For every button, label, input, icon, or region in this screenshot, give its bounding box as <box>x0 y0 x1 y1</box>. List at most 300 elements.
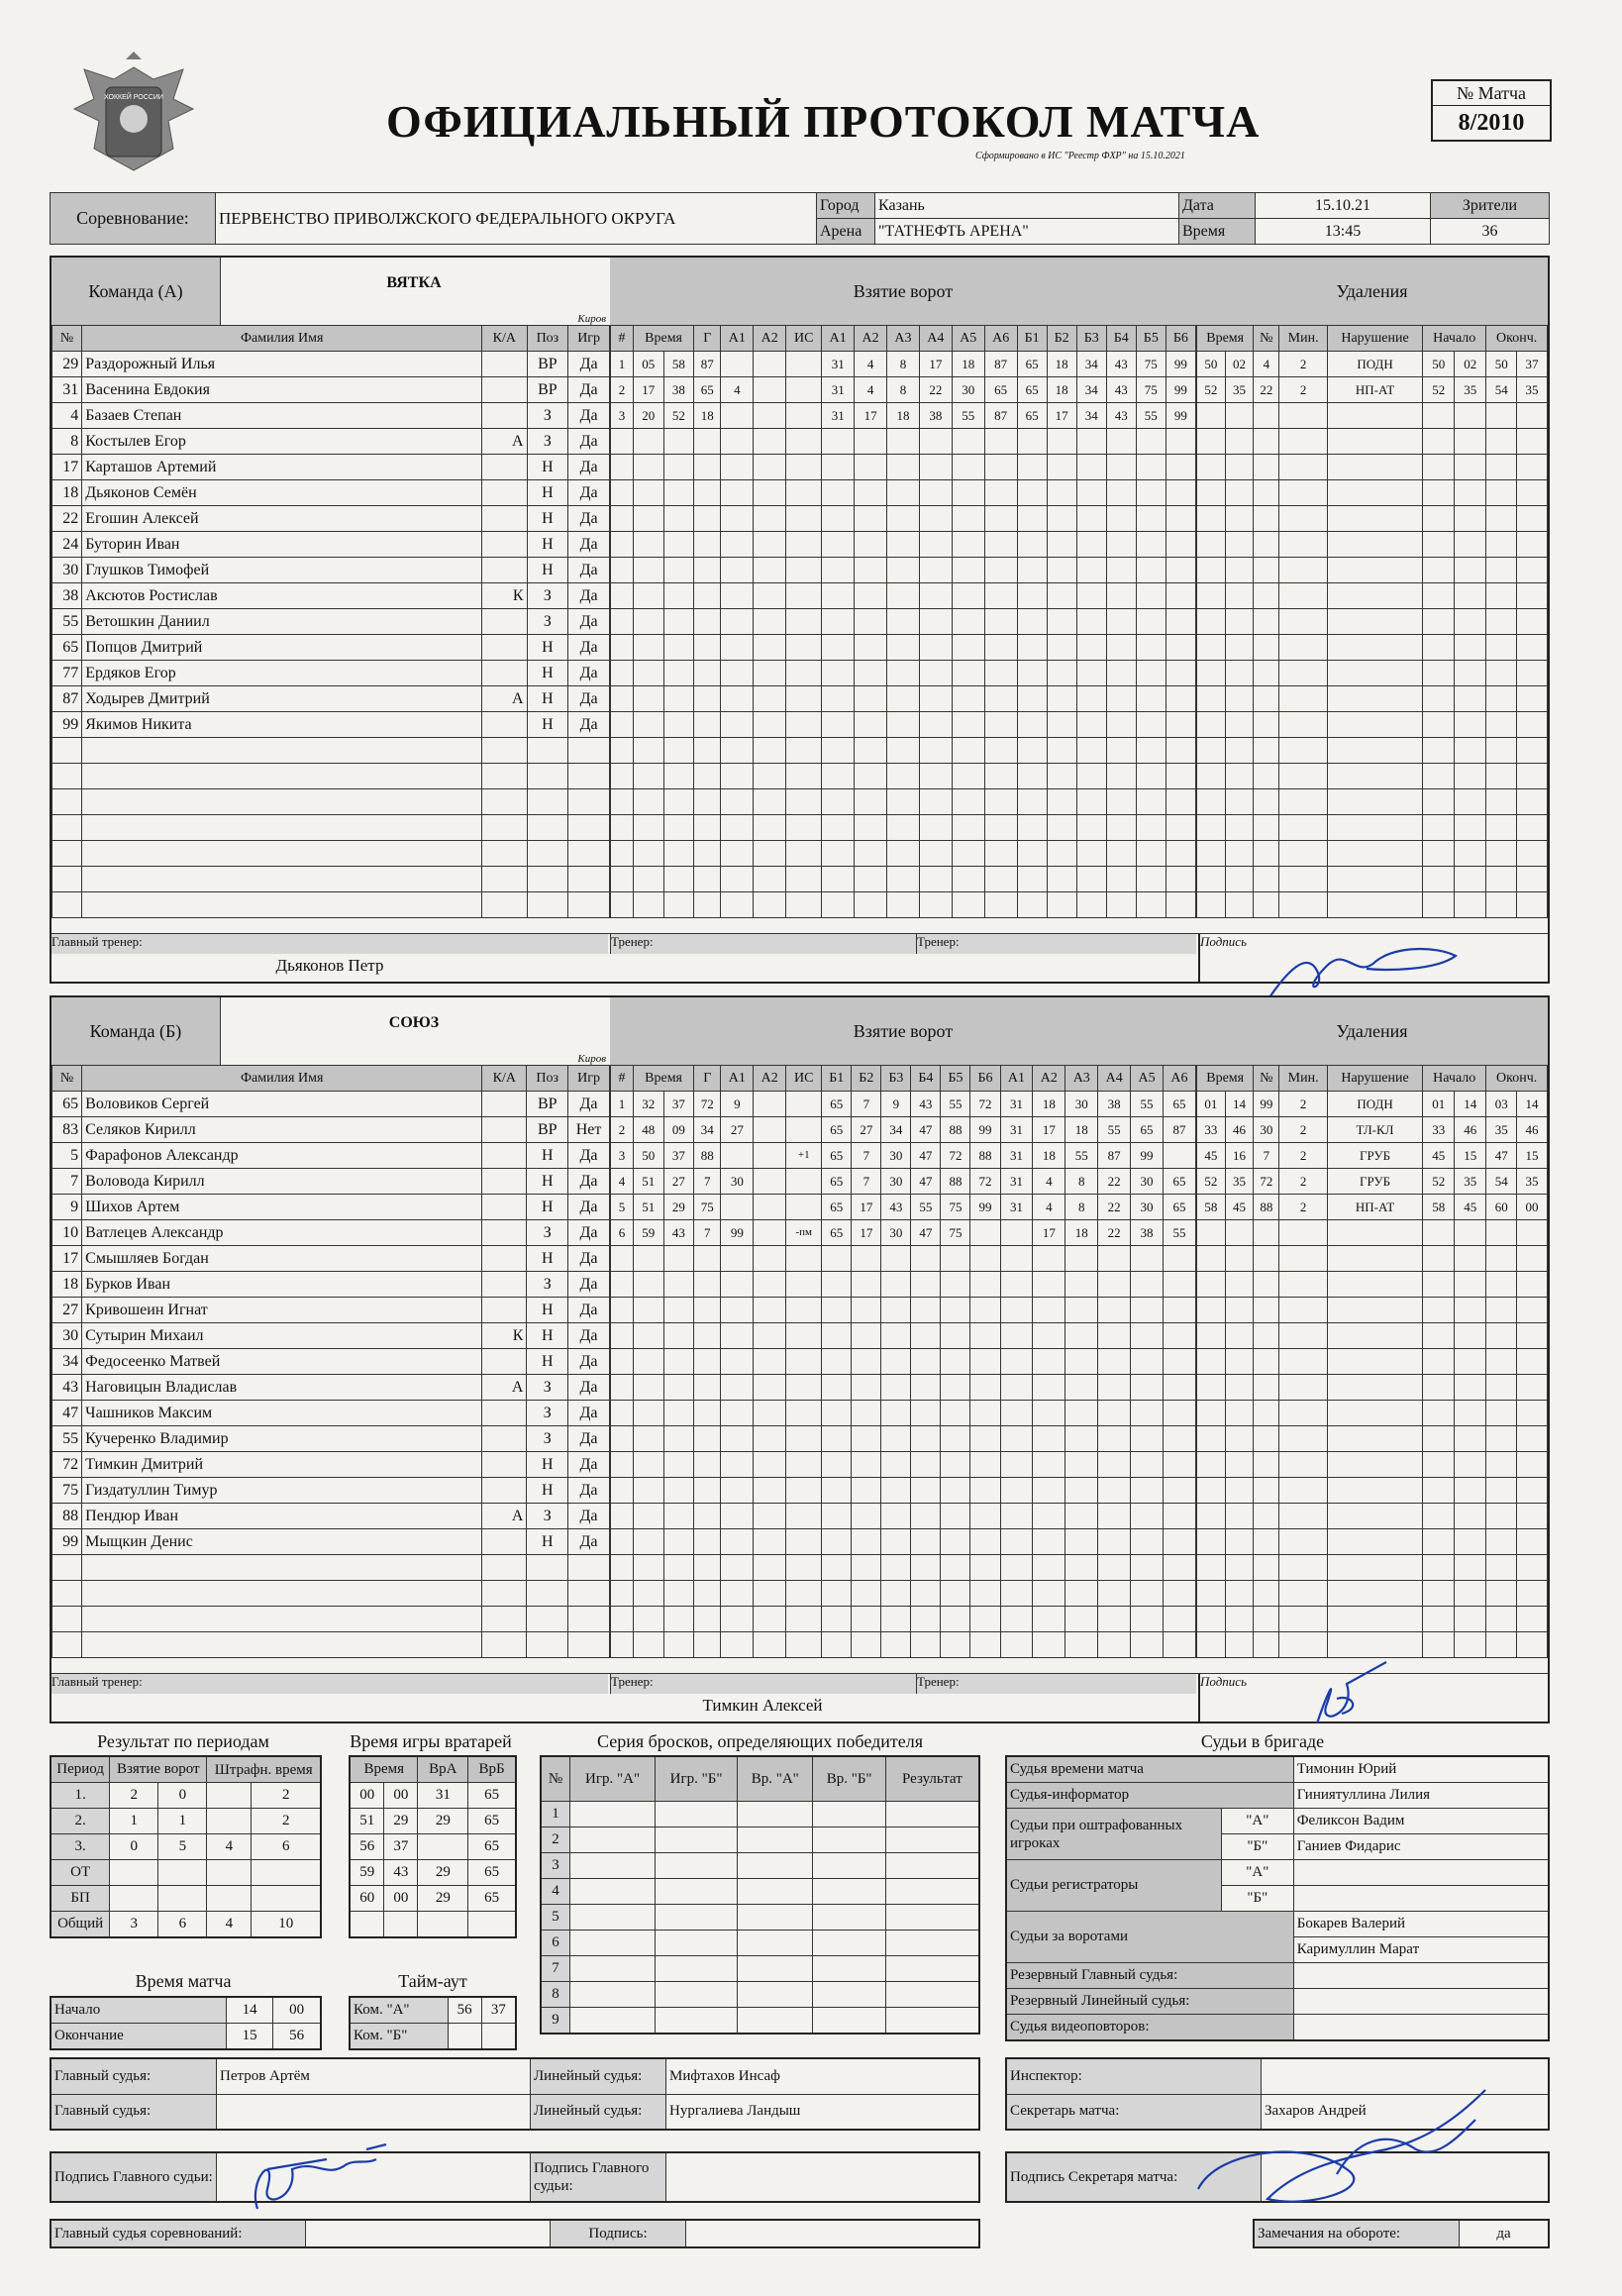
goal-cell <box>887 558 920 583</box>
player-number <box>52 1555 82 1581</box>
period-value <box>158 1860 207 1886</box>
shootout-cell <box>656 2008 738 2035</box>
goal-cell <box>786 815 822 841</box>
penalty-cell <box>1486 480 1517 506</box>
penalty-cell <box>1486 1246 1517 1272</box>
player-name <box>82 764 482 789</box>
goal-cell <box>970 1581 1000 1607</box>
penalty-row <box>1197 480 1548 506</box>
penalty-row <box>1197 583 1548 609</box>
goal-cell <box>786 1401 822 1426</box>
shootout-num: 4 <box>541 1879 570 1905</box>
penalty-cell <box>1455 480 1486 506</box>
goal-cell <box>1033 1581 1065 1607</box>
goalie-row <box>350 1809 516 1834</box>
goal-cell: 75 <box>1136 352 1166 377</box>
penalty-cell <box>1279 635 1328 661</box>
goal-cell <box>911 1246 941 1272</box>
goal-row <box>611 455 1196 480</box>
goal-cell <box>855 686 887 712</box>
onice-b-header-5: А6 <box>1163 1066 1195 1092</box>
goal-cell <box>754 1401 786 1426</box>
penalty-cell <box>1423 583 1455 609</box>
player-position: Н <box>527 1246 568 1272</box>
penalty-cell: 35 <box>1225 377 1254 403</box>
goal-cell <box>1098 1298 1131 1323</box>
head-coach-a: Дьяконов Петр <box>275 956 384 975</box>
goal-cell <box>855 738 887 764</box>
penalty-cell <box>1225 480 1254 506</box>
penalty-cell <box>1225 661 1254 686</box>
periods-title: Результат по периодам <box>97 1731 269 1751</box>
period-value: 3 <box>110 1912 158 1938</box>
goal-header-2: Г <box>694 1066 721 1092</box>
goal-cell <box>634 1272 664 1298</box>
scorer-a <box>1293 1860 1549 1886</box>
informer-label: Судья-информатор <box>1006 1783 1293 1809</box>
goal-cell <box>881 1478 911 1504</box>
penalty-cell <box>1279 1246 1328 1272</box>
goalie-cell <box>468 1912 516 1938</box>
goal-cell: 7 <box>694 1169 721 1195</box>
penalty-cell: 2 <box>1279 377 1328 403</box>
shootout-cell <box>656 1802 738 1827</box>
penalty-cell <box>1279 867 1328 892</box>
penalty-cell <box>1279 892 1328 918</box>
penalty-cell: НП-АТ <box>1327 1195 1422 1220</box>
penalty-row <box>1197 1220 1548 1246</box>
penalty-row <box>1197 661 1548 686</box>
penalty-cell: 52 <box>1197 377 1226 403</box>
player-role <box>482 352 527 377</box>
goal-cell <box>721 1607 754 1632</box>
goal-cell <box>1166 892 1195 918</box>
player-position: Н <box>527 532 568 558</box>
player-number: 24 <box>52 532 82 558</box>
goal-cell <box>1033 1349 1065 1375</box>
penalty-row <box>1197 1092 1548 1117</box>
tag-a: "А" <box>1222 1809 1294 1834</box>
shootout-cell <box>738 1879 813 1905</box>
team-a-label: Команда (А) <box>51 258 221 325</box>
penalty-cell <box>1225 1529 1254 1555</box>
player-position <box>527 815 568 841</box>
goal-cell <box>822 1555 852 1581</box>
goal-cell <box>1106 583 1136 609</box>
goal-row <box>611 1220 1196 1246</box>
penalty-cell <box>1455 867 1486 892</box>
goal-cell: 51 <box>634 1169 664 1195</box>
goal-cell <box>663 506 694 532</box>
penalty-cell: 14 <box>1455 1092 1486 1117</box>
penalty-cell: 15 <box>1455 1143 1486 1169</box>
goal-cell: 99 <box>1166 352 1195 377</box>
goal-cell <box>1131 1246 1164 1272</box>
penalty-cell <box>1455 1581 1486 1607</box>
player-played: Да <box>568 1401 610 1426</box>
goal-cell <box>721 738 754 764</box>
goal-cell: 34 <box>1076 352 1106 377</box>
player-number: 7 <box>52 1169 82 1195</box>
goal-cell <box>663 738 694 764</box>
goal-cell: 99 <box>1131 1143 1164 1169</box>
penalty-cell <box>1327 892 1422 918</box>
player-number: 27 <box>52 1298 82 1323</box>
goal-cell <box>952 815 984 841</box>
penalty-row <box>1197 815 1548 841</box>
onice-b-header-0: А1 <box>1000 1066 1033 1092</box>
penalty-cell <box>1423 558 1455 583</box>
team-a-penalties-title: Удаления <box>1196 258 1548 326</box>
goal-cell <box>855 635 887 661</box>
player-position: З <box>527 1504 568 1529</box>
goal-cell: 30 <box>1131 1169 1164 1195</box>
goal-cell <box>952 635 984 661</box>
goal-cell <box>721 764 754 789</box>
player-name: Васенина Евдокия <box>82 377 482 403</box>
penalty-row <box>1197 789 1548 815</box>
goal-cell <box>1166 789 1195 815</box>
goal-cell <box>1163 1246 1195 1272</box>
shootout-row <box>541 1802 979 1827</box>
player-played: Да <box>568 1504 610 1529</box>
goal-cell <box>1076 789 1106 815</box>
goal-cell <box>754 764 786 789</box>
penalty-cell: 37 <box>1517 352 1548 377</box>
goal-cell <box>694 686 721 712</box>
player-position <box>527 867 568 892</box>
goal-cell <box>970 1504 1000 1529</box>
onice-b-header-4: Б5 <box>1136 326 1166 352</box>
goal-cell <box>941 1607 970 1632</box>
shootout-cell <box>738 1827 813 1853</box>
player-name: Наговицын Владислав <box>82 1375 482 1401</box>
penalty-cell <box>1197 686 1226 712</box>
shootout-cell <box>813 1853 885 1879</box>
goal-row <box>611 377 1196 403</box>
player-number: 99 <box>52 1529 82 1555</box>
goal-cell <box>1047 609 1076 635</box>
goal-cell <box>721 1272 754 1298</box>
goalie-cell: 00 <box>384 1886 418 1912</box>
goal-cell <box>970 1529 1000 1555</box>
penalty-cell <box>1254 712 1279 738</box>
player-role <box>482 1401 527 1426</box>
goal-cell <box>634 635 664 661</box>
penalty-cell <box>1279 1323 1328 1349</box>
goal-cell <box>663 764 694 789</box>
goal-cell <box>952 892 984 918</box>
roster-row <box>52 532 610 558</box>
coach-label-b2: Тренер: <box>916 1674 1196 1694</box>
goal-cell <box>1065 1452 1098 1478</box>
goal-cell <box>754 1195 786 1220</box>
goal-cell <box>1163 1375 1195 1401</box>
goal-cell <box>1136 764 1166 789</box>
goal-cell <box>634 558 664 583</box>
goal-cell <box>855 661 887 686</box>
player-played: Да <box>568 1323 610 1349</box>
penalty-cell <box>1197 506 1226 532</box>
period-label: 2. <box>51 1809 110 1834</box>
goal-cell <box>881 1246 911 1272</box>
spectators-value: 36 <box>1431 219 1550 245</box>
penalty-cell: 22 <box>1254 377 1279 403</box>
goal-cell <box>663 789 694 815</box>
player-name: Буторин Иван <box>82 532 482 558</box>
penalty-cell <box>1279 1504 1328 1529</box>
goal-cell <box>984 506 1017 532</box>
goal-cell <box>1000 1581 1033 1607</box>
goal-cell <box>786 1246 822 1272</box>
goal-cell <box>611 532 634 558</box>
penalty-cell <box>1423 1426 1455 1452</box>
goalie-cell <box>418 1834 468 1860</box>
goal-cell <box>786 506 822 532</box>
goal-cell: 72 <box>970 1092 1000 1117</box>
penalty-row <box>1197 867 1548 892</box>
goal-cell <box>1131 1555 1164 1581</box>
shootout-cell <box>656 1905 738 1931</box>
goal-cell <box>911 1272 941 1298</box>
player-name <box>82 738 482 764</box>
player-position: З <box>527 1375 568 1401</box>
goal-cell <box>911 1298 941 1323</box>
goal-judge-1: Бокарев Валерий <box>1293 1912 1549 1937</box>
period-value <box>252 1860 321 1886</box>
goal-cell <box>786 429 822 455</box>
player-played: Да <box>568 1426 610 1452</box>
penalty-row <box>1197 738 1548 764</box>
goal-cell: 27 <box>852 1117 881 1143</box>
team-b-name: СОЮЗ <box>388 1014 440 1031</box>
penalty-cell <box>1279 1581 1328 1607</box>
goal-row <box>611 532 1196 558</box>
goal-cell <box>754 429 786 455</box>
goal-cell: 38 <box>663 377 694 403</box>
goal-cell <box>663 1529 694 1555</box>
penalty-cell <box>1279 1272 1328 1298</box>
period-value <box>110 1886 158 1912</box>
penalty-cell <box>1225 1220 1254 1246</box>
goal-cell: 18 <box>887 403 920 429</box>
goal-cell <box>786 764 822 789</box>
penalty-cell <box>1455 764 1486 789</box>
goal-cell: -пм <box>786 1220 822 1246</box>
goal-cell: 55 <box>911 1195 941 1220</box>
penalty-cell: 50 <box>1423 352 1455 377</box>
goalie-cell: 29 <box>418 1809 468 1834</box>
penalty-cell <box>1423 661 1455 686</box>
goal-row <box>611 867 1196 892</box>
goal-cell <box>1076 506 1106 532</box>
goal-cell <box>754 1607 786 1632</box>
chief-table <box>50 2219 980 2248</box>
goal-cell <box>721 1375 754 1401</box>
goal-cell <box>634 1426 664 1452</box>
player-role <box>482 506 527 532</box>
roster-row <box>52 403 610 429</box>
goal-cell <box>721 1529 754 1555</box>
arena-label: Арена <box>817 219 875 245</box>
penalty-cell <box>1254 583 1279 609</box>
goal-cell: 55 <box>1163 1220 1195 1246</box>
goal-cell <box>721 867 754 892</box>
penalty-cell: 46 <box>1455 1117 1486 1143</box>
goal-cell <box>1000 1555 1033 1581</box>
goal-cell: 31 <box>822 377 855 403</box>
penalty-cell <box>1279 686 1328 712</box>
goal-cell <box>1017 583 1047 609</box>
penalty-cell <box>1486 1607 1517 1632</box>
player-name: Дьяконов Семён <box>82 480 482 506</box>
chief-sign <box>686 2220 980 2247</box>
goal-cell <box>1047 532 1076 558</box>
penalty-cell <box>1197 1529 1226 1555</box>
goal-cell <box>1076 815 1106 841</box>
goal-cell <box>1065 1607 1098 1632</box>
penalty-cell <box>1254 1452 1279 1478</box>
penalty-row <box>1197 764 1548 789</box>
goal-cell <box>754 480 786 506</box>
goal-cell <box>822 1272 852 1298</box>
roster-row <box>52 558 610 583</box>
goal-cell <box>611 480 634 506</box>
penalty-cell <box>1279 712 1328 738</box>
goal-cell <box>721 1298 754 1323</box>
goal-cell <box>786 1092 822 1117</box>
goal-cell <box>611 1298 634 1323</box>
goal-header-3: А1 <box>721 326 754 352</box>
goal-row <box>611 1632 1196 1658</box>
shootout-cell <box>738 1982 813 2008</box>
goal-cell <box>611 1272 634 1298</box>
sign-main-label-1: Подпись Главного судьи: <box>51 2152 217 2202</box>
goal-cell <box>855 815 887 841</box>
penalty-cell <box>1254 1555 1279 1581</box>
penalty-cell <box>1197 1632 1226 1658</box>
shootout-cell <box>885 1879 979 1905</box>
penalty-cell <box>1423 815 1455 841</box>
goal-row <box>611 815 1196 841</box>
goal-cell <box>634 841 664 867</box>
goal-cell <box>941 1272 970 1298</box>
roster-row <box>52 583 610 609</box>
goal-cell <box>694 1349 721 1375</box>
timeout-a-label: Ком. "А" <box>350 1997 448 2024</box>
player-name: Попцов Дмитрий <box>82 635 482 661</box>
goal-cell <box>694 1323 721 1349</box>
goal-cell <box>634 1632 664 1658</box>
goal-row <box>611 480 1196 506</box>
goal-cell <box>1033 1529 1065 1555</box>
goal-cell <box>852 1632 881 1658</box>
goal-cell <box>754 1169 786 1195</box>
roster-row <box>52 1478 610 1504</box>
player-position: Н <box>527 455 568 480</box>
penalty-cell <box>1279 764 1328 789</box>
goal-cell <box>970 1555 1000 1581</box>
goal-cell <box>1033 1298 1065 1323</box>
player-name: Глушков Тимофей <box>82 558 482 583</box>
penalty-cell <box>1225 1375 1254 1401</box>
player-name: Сутырин Михаил <box>82 1323 482 1349</box>
period-value: 2 <box>110 1783 158 1809</box>
goal-cell <box>754 1220 786 1246</box>
goal-cell: 47 <box>911 1220 941 1246</box>
goal-cell <box>694 1632 721 1658</box>
goal-cell <box>1047 480 1076 506</box>
penalty-cell <box>1486 1478 1517 1504</box>
goal-cell <box>970 1375 1000 1401</box>
goal-cell <box>1166 429 1195 455</box>
penalty-cell <box>1225 764 1254 789</box>
penalty-cell <box>1486 1555 1517 1581</box>
penalty-cell: НП-АТ <box>1327 377 1422 403</box>
goal-cell <box>721 429 754 455</box>
goal-cell <box>1098 1272 1131 1298</box>
penalty-cell <box>1254 480 1279 506</box>
goal-cell <box>1033 1632 1065 1658</box>
goal-cell: 31 <box>822 352 855 377</box>
roster-header-1: Фамилия Имя <box>82 1066 482 1092</box>
player-played <box>568 892 610 918</box>
penalty-cell <box>1279 661 1328 686</box>
competition-label: Соревнование: <box>51 193 216 245</box>
goal-cell: 34 <box>881 1117 911 1143</box>
period-value: 0 <box>110 1834 158 1860</box>
penalty-cell <box>1254 532 1279 558</box>
player-name <box>82 1607 482 1632</box>
roster-header-1: Фамилия Имя <box>82 326 482 352</box>
goal-cell <box>611 558 634 583</box>
goal-cell: 5 <box>611 1195 634 1220</box>
notes-table <box>1253 2219 1550 2248</box>
match-number-label: № Матча <box>1433 81 1550 106</box>
goal-cell <box>941 1298 970 1323</box>
roster-row <box>52 841 610 867</box>
goal-cell: 72 <box>941 1143 970 1169</box>
player-name <box>82 1581 482 1607</box>
goal-cell <box>1131 1401 1164 1426</box>
penalty-cell <box>1517 455 1548 480</box>
goal-cell <box>952 789 984 815</box>
penalty-cell <box>1197 1323 1226 1349</box>
goal-cell <box>1098 1504 1131 1529</box>
team-a-penalties <box>1196 325 1548 918</box>
sign-main-label-2: Подпись Главного судьи: <box>531 2152 666 2202</box>
goal-cell <box>721 558 754 583</box>
player-played: Да <box>568 1478 610 1504</box>
goalie-cell: 65 <box>468 1783 516 1809</box>
shootout-row <box>541 2008 979 2035</box>
goal-cell <box>1000 1401 1033 1426</box>
goal-cell <box>754 738 786 764</box>
player-name <box>82 815 482 841</box>
goal-cell <box>911 1555 941 1581</box>
goal-cell: 43 <box>911 1092 941 1117</box>
goal-cell <box>822 738 855 764</box>
pen-header-min: Мин. <box>1279 326 1328 352</box>
penalty-cell <box>1423 738 1455 764</box>
shootout-num: 2 <box>541 1827 570 1853</box>
player-played: Да <box>568 429 610 455</box>
goal-cell <box>634 712 664 738</box>
penalty-cell <box>1423 764 1455 789</box>
penalty-cell: 33 <box>1423 1117 1455 1143</box>
goal-cell <box>822 532 855 558</box>
signature-main-ref <box>238 2130 396 2219</box>
